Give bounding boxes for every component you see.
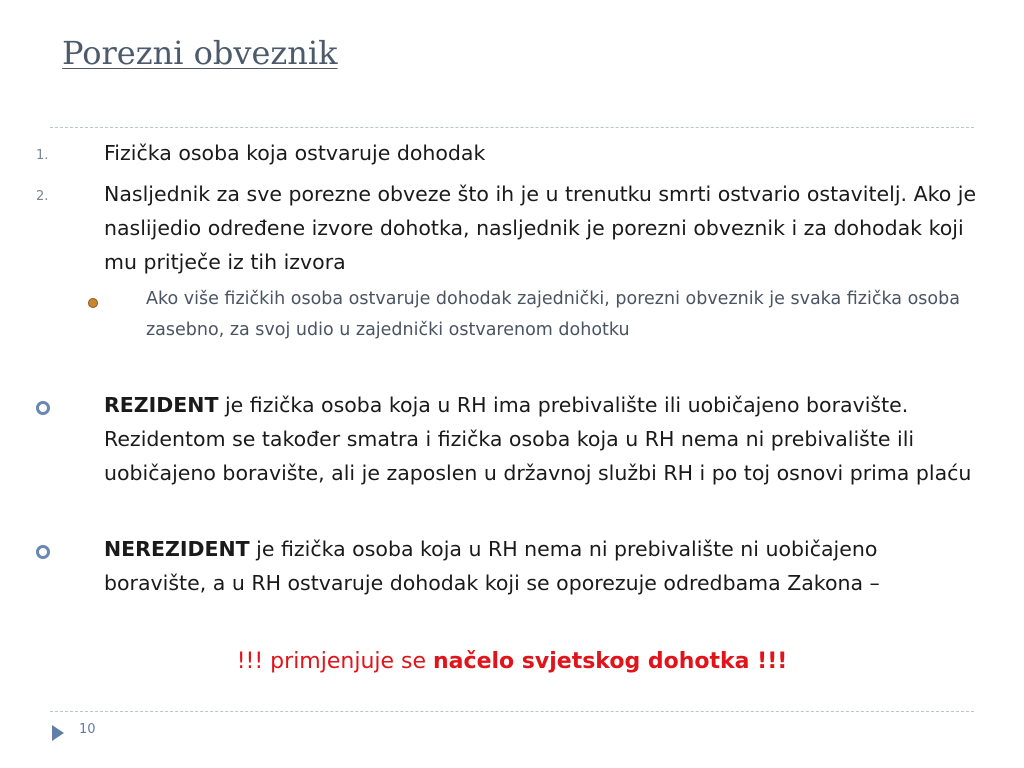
- list-number-1: 1.: [36, 148, 49, 163]
- principle-statement: [0, 646, 1024, 678]
- page-number: 10: [79, 722, 96, 737]
- play-arrow-icon: [52, 725, 64, 741]
- list-item-2: Nasljednik za sve porezne obveze što ih je u trenutku smrti ostvario ostavitelj. Ako je naslijedio određene izvore dohotka, nasljednik je porezni obveznik i za dohodak koji mu pritječe iz tih izvora: [104, 182, 977, 274]
- list-number-2: 2.: [36, 189, 49, 204]
- principle-emphasis: načelo svjetskog dohotka !!!: [433, 649, 788, 674]
- top-divider: [50, 127, 974, 128]
- sub-list-item: Ako više fizičkih osoba ostvaruje dohodak zajednički, porezni obveznik je svaka fizička osoba zasebno, za svoj udio u zajednički ostvarenom dohotku: [146, 289, 960, 340]
- bullet-rezident-text: je fizička osoba koja u RH ima prebivalište ili uobičajeno boravište. Rezidentom se također smatra i fizička osoba koja u RH nema ni prebivalište ili uobičajeno boravište, ali je zaposlen u državnoj službi RH i po toj osnovi prima plaću: [104, 393, 972, 485]
- principle-prefix: !!! primjenjuje se: [236, 649, 434, 674]
- keyword-rezident: REZIDENT: [104, 393, 219, 417]
- bullet-rezident: [104, 388, 984, 490]
- bullet-nerezident: [104, 532, 984, 600]
- bullet-nerezident-text: je fizička osoba koja u RH nema ni prebivalište ni uobičajeno boravište, a u RH ostvaruje dohodak koji se oporezuje odredbama Zakona –: [104, 537, 880, 595]
- ring-bullet-icon: [36, 545, 50, 559]
- sub-bullet-icon: [88, 298, 98, 308]
- ring-bullet-icon: [36, 401, 50, 415]
- bottom-divider: [50, 711, 974, 712]
- slide-title: Porezni obveznik: [62, 34, 338, 72]
- keyword-nerezident: NEREZIDENT: [104, 537, 250, 561]
- list-item-1: Fizička osoba koja ostvaruje dohodak: [104, 141, 486, 165]
